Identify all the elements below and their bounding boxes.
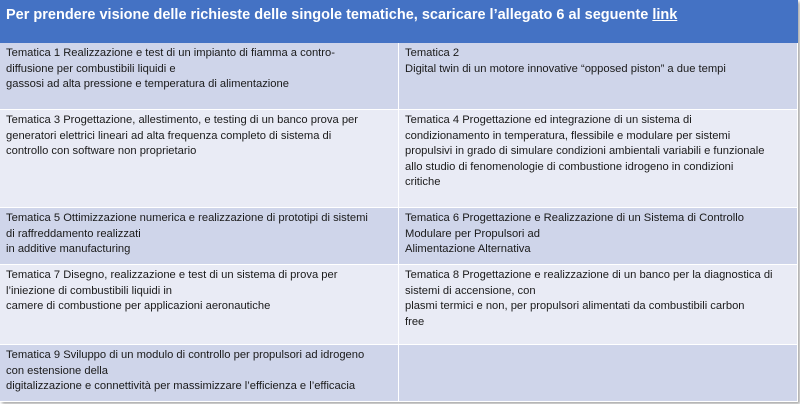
- cell-line: Tematica 1 Realizzazione e test di un impianto di fiamma a contro-: [6, 47, 335, 59]
- tematica-6-cell: [399, 208, 798, 265]
- cell-line: diffusione per combustibili liquidi e: [6, 62, 176, 75]
- tematica-8-cell: [399, 265, 798, 345]
- cell-line: Tematica 9 Sviluppo di un modulo di controllo per propulsori ad idrogeno: [6, 349, 365, 361]
- cell-line: sistemi di accensione, con: [405, 284, 536, 297]
- cell-line: gassosi ad alta pressione e temperatura di alimentazione: [6, 78, 289, 91]
- tematica-9-cell: [0, 345, 399, 402]
- tematica-3-cell: [0, 110, 399, 208]
- cell-line: Tematica 5 Ottimizzazione numerica e realizzazione di prototipi di sistemi: [6, 212, 368, 224]
- cell-line: in additive manufacturing: [6, 243, 131, 256]
- cell-line: free: [405, 315, 425, 328]
- cell-line: di raffreddamento realizzati: [6, 227, 141, 240]
- empty-cell: [399, 345, 798, 402]
- cell-line: generatori elettrici lineari ad alta frequenza completo di sistema di: [6, 129, 332, 142]
- cell-line: Tematica 3 Progettazione, allestimento, e testing di un banco prova per: [6, 114, 358, 126]
- cell-line: l’iniezione di combustibili liquidi in: [6, 284, 173, 297]
- tematica-5-cell: [0, 208, 399, 265]
- download-link[interactable]: link: [652, 7, 678, 23]
- table-header: [0, 0, 798, 43]
- header-text: Per prendere visione delle richieste delle singole tematiche, scaricare l’allegato 6 al seguente: [6, 7, 653, 23]
- cell-line: Alimentazione Alternativa: [405, 243, 531, 256]
- cell-line: allo studio di fenomenologie di combustione idrogeno in condizioni: [405, 160, 734, 173]
- cell-line: con estensione della: [6, 364, 109, 377]
- cell-line: Tematica 6 Progettazione e Realizzazione di un Sistema di Controllo: [405, 212, 744, 224]
- cell-line: controllo con software non proprietario: [6, 145, 197, 158]
- cell-line: propulsivi in grado di simulare condizioni ambientali variabili e funzionale: [405, 145, 765, 158]
- table-body: [0, 43, 798, 402]
- cell-line: Tematica 4 Progettazione ed integrazione di un sistema di: [405, 114, 692, 126]
- cell-line: Tematica 7 Disegno, realizzazione e test di un sistema di prova per: [6, 269, 338, 281]
- cell-line: plasmi termici e non, per propulsori alimentati da combustibili carbon: [405, 300, 745, 313]
- tematica-1-cell: [0, 43, 399, 110]
- tematica-2-cell: [399, 43, 798, 110]
- cell-line: Tematica 8 Progettazione e realizzazione di un banco per la diagnostica di: [405, 269, 773, 281]
- cell-line: Tematica 2: [405, 47, 460, 59]
- cell-line: condizionamento in temperatura, flessibile e modulare per sistemi: [405, 129, 731, 142]
- tematica-4-cell: [399, 110, 798, 208]
- cell-line: camere di combustione per applicazioni aeronautiche: [6, 300, 271, 313]
- cell-line: Modulare per Propulsori ad: [405, 227, 540, 240]
- cell-line: critiche: [405, 176, 441, 189]
- cell-line: Digital twin di un motore innovative “opposed piston” a due tempi: [405, 62, 726, 75]
- tematica-7-cell: [0, 265, 399, 345]
- cell-line: digitalizzazione e connettività per massimizzare l’efficienza e l’efficacia: [6, 380, 356, 393]
